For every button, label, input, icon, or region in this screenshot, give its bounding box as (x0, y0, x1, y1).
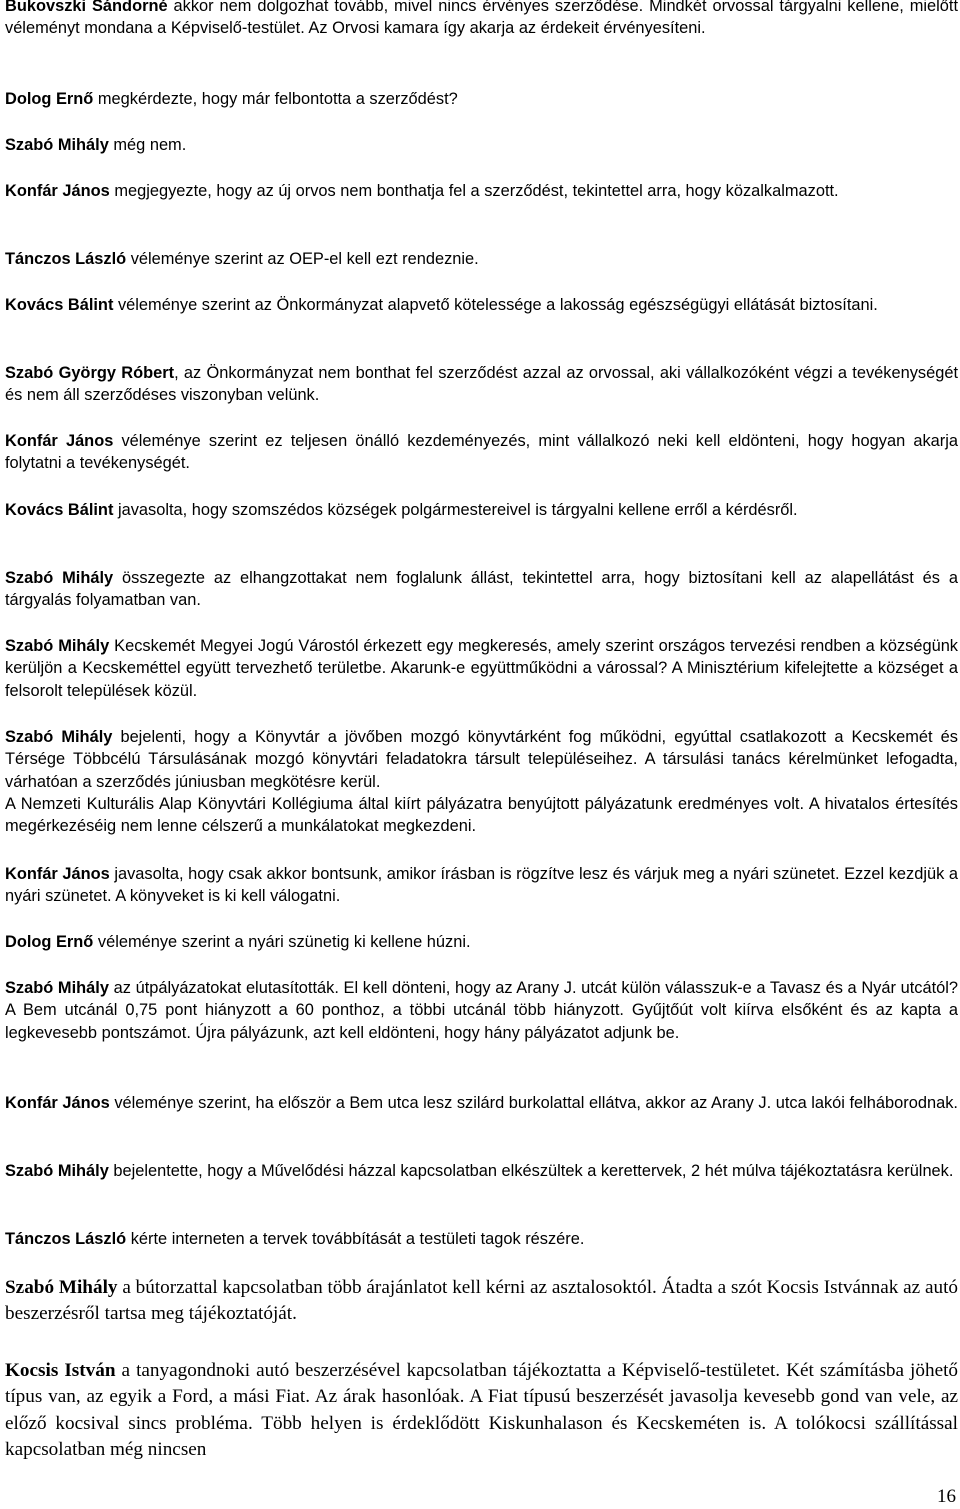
paragraph-text: a bútorzattal kapcsolatban több árajánlatot kell kérni az asztalosoktól. Átadta a szót Kocsis Istvánnak az autó beszerzésről tartsa meg tájékoztatóját. (5, 1277, 959, 1325)
speaker-name: Bukovszki Sándorné (5, 0, 168, 15)
paragraph-text: az útpályázatokat elutasították. El kell dönteni, hogy az Arany J. utcát külön válasszuk-e a Tavasz és a Nyár utcától? A Bem utcánál 0,75 pont hiányzott a 60 ponthoz, a többi utcánál több hiányzott. Gyűjtőút volt kiírva elsőként és az kapta a legkevesebb pontszámot. Újra pályázunk, azt kell eldönteni, hogy hány pályázatot adjunk be. (5, 979, 959, 1042)
speaker-name: Dolog Ernő (5, 90, 94, 108)
speaker-name: Szabó Mihály (5, 1277, 118, 1298)
paragraph-text: bejelenti, hogy a Könyvtár a jövőben mozgó könyvtárként fog működni, egyúttal csatlakozott a Kecskemét és Térsége Többcélú Társulásának mozgó könyvtári feladatokra társult településeihez. A társulási tanács kérelmünket lefogadta, várhatóan a szerződés júniusban megkötésre kerül. (5, 728, 958, 791)
paragraph (5, 1092, 958, 1114)
paragraph (5, 499, 958, 521)
paragraph-continuation: A Nemzeti Kulturális Alap Könyvtári Kollégiuma által kiírt pályázatra benyújtott pályázatunk eredményes volt. A hivatalos értesítés megérkezéséig nem lenne célszerű a munkálatokat megkezdeni. (5, 794, 958, 836)
paragraph (5, 134, 958, 156)
paragraph (5, 726, 958, 793)
speaker-name: Kovács Bálint (5, 296, 114, 314)
paragraph-text: kérte interneten a tervek továbbítását a testületi tagok részére. (130, 1230, 585, 1248)
speaker-name: Szabó Mihály (5, 979, 109, 997)
speaker-name: Szabó Mihály (5, 569, 114, 587)
paragraph (5, 635, 958, 702)
paragraph (5, 1228, 958, 1250)
speaker-name: Konfár János (5, 182, 110, 200)
speaker-name: Szabó Mihály (5, 136, 109, 154)
paragraph (5, 180, 958, 202)
paragraph-text: bejelentette, hogy a Művelődési házzal kapcsolatban elkészültek a kerettervek, 2 hét múlva tájékoztatásra kerülnek. (113, 1162, 954, 1180)
paragraph (5, 931, 958, 953)
paragraph-text: akkor nem dolgozhat tovább, mivel nincs érvényes szerződése. Mindkét orvossal tárgyalni kellene, mielőtt véleményt mondana a Képviselő-testület. Az Orvosi kamara így akarja az érdekeit érvényesíteni. (5, 0, 959, 38)
paragraph (5, 88, 958, 110)
paragraph-text: a tanyagondnoki autó beszerzésével kapcsolatban tájékoztatta a Képviselő-testületet. Két számításba jöhető típus van, az egyik a Ford, a mási Fiat. Az árak hasonlóak. A Fiat típusú beszerzését javasolja kevesebb gond van vele, az előző kocsival sincs probléma. Több helyen is érdeklődött Kiskunhalason és Kecskeméten is. A tolókocsi szállítással kapcsolatban még nincsen (5, 1360, 959, 1461)
paragraph-text: véleménye szerint az OEP-el kell ezt rendeznie. (130, 250, 479, 268)
paragraph-text: még nem. (113, 136, 187, 154)
paragraph-text: javasolta, hogy csak akkor bontsunk, amikor írásban is rögzítve lesz és várjuk meg a nyári szünetet. Ezzel kezdjük a nyári szünetet. A könyveket is ki kell válogatni. (5, 865, 958, 906)
speaker-name: Tánczos László (5, 1230, 127, 1248)
paragraph (5, 0, 958, 40)
speaker-name: Kocsis István (5, 1360, 116, 1381)
paragraph (5, 863, 958, 908)
speaker-name: Konfár János (5, 432, 114, 450)
paragraph (5, 248, 958, 270)
speaker-name: Konfár János (5, 1094, 110, 1112)
paragraph-text: véleménye szerint, ha először a Bem utca lesz szilárd burkolattal ellátva, akkor az Arany J. utca lakói felháborodnak. (114, 1094, 958, 1112)
paragraph (5, 1160, 958, 1182)
paragraph-serif (5, 1275, 958, 1328)
paragraph-text: véleménye szerint a nyári szünetig ki kellene húzni. (97, 933, 471, 951)
paragraph (5, 294, 958, 316)
speaker-name: Szabó Mihály (5, 637, 110, 655)
paragraph-group (5, 726, 958, 837)
speaker-name: Kovács Bálint (5, 501, 114, 519)
paragraph-text: javasolta, hogy szomszédos községek polgármestereivel is tárgyalni kellene erről a kérdésről. (117, 501, 798, 519)
paragraph-text: Kecskemét Megyei Jogú Várostól érkezett egy megkeresés, amely szerint országos tervezési rendben a községünk kerüljön a Kecskeméttel együtt tervezhető területbe. Akarunk-e együttműködni a várossal? A Minisztérium kifelejtette a községet a felsorolt települések közül. (5, 637, 959, 700)
page-number: 16 (937, 1486, 956, 1507)
speaker-name: Szabó Mihály (5, 1162, 109, 1180)
speaker-name: Dolog Ernő (5, 933, 94, 951)
paragraph-text: véleménye szerint az Önkormányzat alapvető kötelessége a lakosság egészségügyi ellátását biztosítani. (117, 296, 878, 314)
paragraph-text: összegezte az elhangzottakat nem foglalunk állást, tekintettel arra, hogy biztosítani kell az alapellátást és a tárgyalás folyamatban van. (5, 569, 958, 610)
speaker-name: Konfár János (5, 865, 110, 883)
paragraph-text: megkérdezte, hogy már felbontotta a szerződést? (97, 90, 458, 108)
paragraph (5, 362, 958, 407)
speaker-name: Szabó Mihály (5, 728, 113, 746)
paragraph (5, 430, 958, 475)
paragraph (5, 977, 958, 1044)
speaker-name: Szabó György Róbert (5, 364, 175, 382)
paragraph-serif (5, 1358, 958, 1464)
paragraph-text: , az Önkormányzat nem bonthat fel szerződést azzal az orvossal, aki vállalkozóként végzi a tevékenységét és nem áll szerződéses viszonyban velünk. (5, 364, 959, 405)
paragraph-text: véleménye szerint ez teljesen önálló kezdeményezés, mint vállalkozó neki kell eldönteni, hogy hogyan akarja folytatni a tevékenységét. (5, 432, 958, 473)
speaker-name: Tánczos László (5, 250, 127, 268)
paragraph (5, 567, 958, 612)
paragraph-text: megjegyezte, hogy az új orvos nem bonthatja fel a szerződést, tekintettel arra, hogy közalkalmazott. (114, 182, 839, 200)
